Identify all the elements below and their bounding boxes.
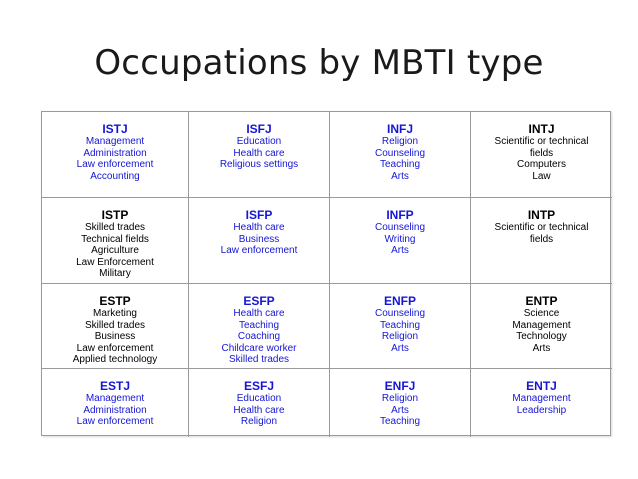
occupation-item: Education	[236, 393, 282, 404]
occupation-item: Arts	[391, 245, 409, 257]
mbti-type-label: ENTJ	[526, 379, 557, 393]
occupation-item: Management	[85, 136, 145, 147]
occupation-item: Leadership	[516, 404, 567, 416]
occupation-item: Teaching	[379, 416, 421, 428]
mbti-type-label: ISFP	[245, 208, 273, 222]
occupation-item: Health care	[233, 404, 285, 416]
occupation-item: Coaching	[237, 331, 281, 343]
mbti-type-label: ISTP	[101, 208, 129, 222]
mbti-type-label: ESTJ	[99, 379, 130, 393]
occupation-item: Counseling	[374, 147, 426, 159]
occupation-item: Health care	[233, 147, 285, 159]
mbti-cell-isfj	[189, 112, 330, 198]
occupation-item: Business	[238, 233, 280, 245]
mbti-cell-entp	[471, 284, 612, 369]
occupation-item: Skilled trades	[84, 319, 146, 331]
mbti-cell-entj	[471, 369, 612, 437]
occupation-item: Agriculture	[91, 245, 139, 257]
mbti-type-label: INFP	[386, 208, 414, 222]
occupation-item: Scientific or technical	[494, 222, 589, 233]
occupation-item: Skilled trades	[228, 354, 290, 366]
occupation-item: Applied technology	[72, 354, 158, 366]
occupation-item: Religion	[240, 416, 278, 428]
mbti-table	[41, 111, 611, 436]
occupation-item: Writing	[384, 233, 416, 245]
mbti-type-label: ESFJ	[243, 379, 274, 393]
occupation-item: Accounting	[90, 170, 140, 182]
mbti-type-label: INTJ	[528, 122, 555, 136]
occupation-item: Marketing	[93, 308, 137, 319]
occupation-item: Law Enforcement	[76, 256, 154, 268]
occupation-item: Scientific or technical	[494, 136, 589, 147]
occupation-item: Skilled trades	[84, 222, 146, 233]
occupation-item: Business	[94, 331, 136, 343]
occupation-item: Law enforcement	[220, 245, 298, 257]
occupation-item: Religion	[381, 393, 419, 404]
mbti-cell-isfp	[189, 198, 330, 284]
occupation-item: Administration	[83, 404, 147, 416]
mbti-type-label: ISTJ	[102, 122, 128, 136]
occupation-item: Childcare worker	[221, 342, 297, 354]
occupation-item: Counseling	[374, 222, 426, 233]
mbti-type-label: ENFJ	[384, 379, 416, 393]
mbti-cell-esfp	[189, 284, 330, 369]
occupation-item: Management	[85, 393, 145, 404]
occupation-item: Administration	[83, 147, 147, 159]
occupation-item: Teaching	[238, 319, 280, 331]
occupation-item: Counseling	[374, 308, 426, 319]
mbti-type-label: ESFP	[243, 294, 275, 308]
mbti-cell-istj	[42, 112, 189, 198]
mbti-type-label: INTP	[527, 208, 556, 222]
occupation-item: Management	[512, 393, 571, 404]
occupation-item: Law enforcement	[76, 342, 154, 354]
occupation-item: Health care	[233, 308, 285, 319]
mbti-cell-intp	[471, 198, 612, 284]
mbti-cell-estj	[42, 369, 189, 437]
occupation-item: Management	[512, 319, 571, 331]
occupation-item: Law enforcement	[76, 416, 154, 428]
page-title: Occupations by MBTI type	[94, 43, 544, 83]
occupation-item: fields	[529, 233, 554, 245]
occupation-item: Religion	[381, 136, 419, 147]
mbti-cell-esfj	[189, 369, 330, 437]
occupation-item: Religious settings	[219, 159, 299, 171]
occupation-item: Science	[523, 308, 560, 319]
mbti-cell-istp	[42, 198, 189, 284]
mbti-type-label: ESTP	[99, 294, 131, 308]
occupation-item: Teaching	[379, 159, 421, 171]
mbti-cell-enfj	[330, 369, 471, 437]
occupation-item: Arts	[391, 404, 409, 416]
occupation-item: Religion	[381, 331, 419, 343]
occupation-item: Technology	[516, 331, 567, 343]
occupation-item: Teaching	[379, 319, 421, 331]
occupation-item: Law enforcement	[76, 159, 154, 171]
occupation-item: Arts	[391, 342, 409, 354]
mbti-type-label: ISFJ	[246, 122, 272, 136]
occupation-item: Education	[236, 136, 282, 147]
mbti-type-label: ENTP	[525, 294, 558, 308]
mbti-cell-estp	[42, 284, 189, 369]
mbti-cell-enfp	[330, 284, 471, 369]
mbti-cell-infj	[330, 112, 471, 198]
occupation-item: Arts	[532, 342, 551, 354]
occupation-item: Arts	[391, 170, 409, 182]
mbti-type-label: INFJ	[386, 122, 413, 136]
occupation-item: Military	[99, 268, 131, 280]
occupation-item: Health care	[233, 222, 285, 233]
occupation-item: Law	[532, 170, 551, 182]
mbti-type-label: ENFP	[383, 294, 416, 308]
occupation-item: fields	[529, 147, 554, 159]
occupation-item: Computers	[517, 159, 566, 171]
mbti-cell-intj	[471, 112, 612, 198]
occupation-item: Technical fields	[81, 233, 149, 245]
mbti-cell-infp	[330, 198, 471, 284]
